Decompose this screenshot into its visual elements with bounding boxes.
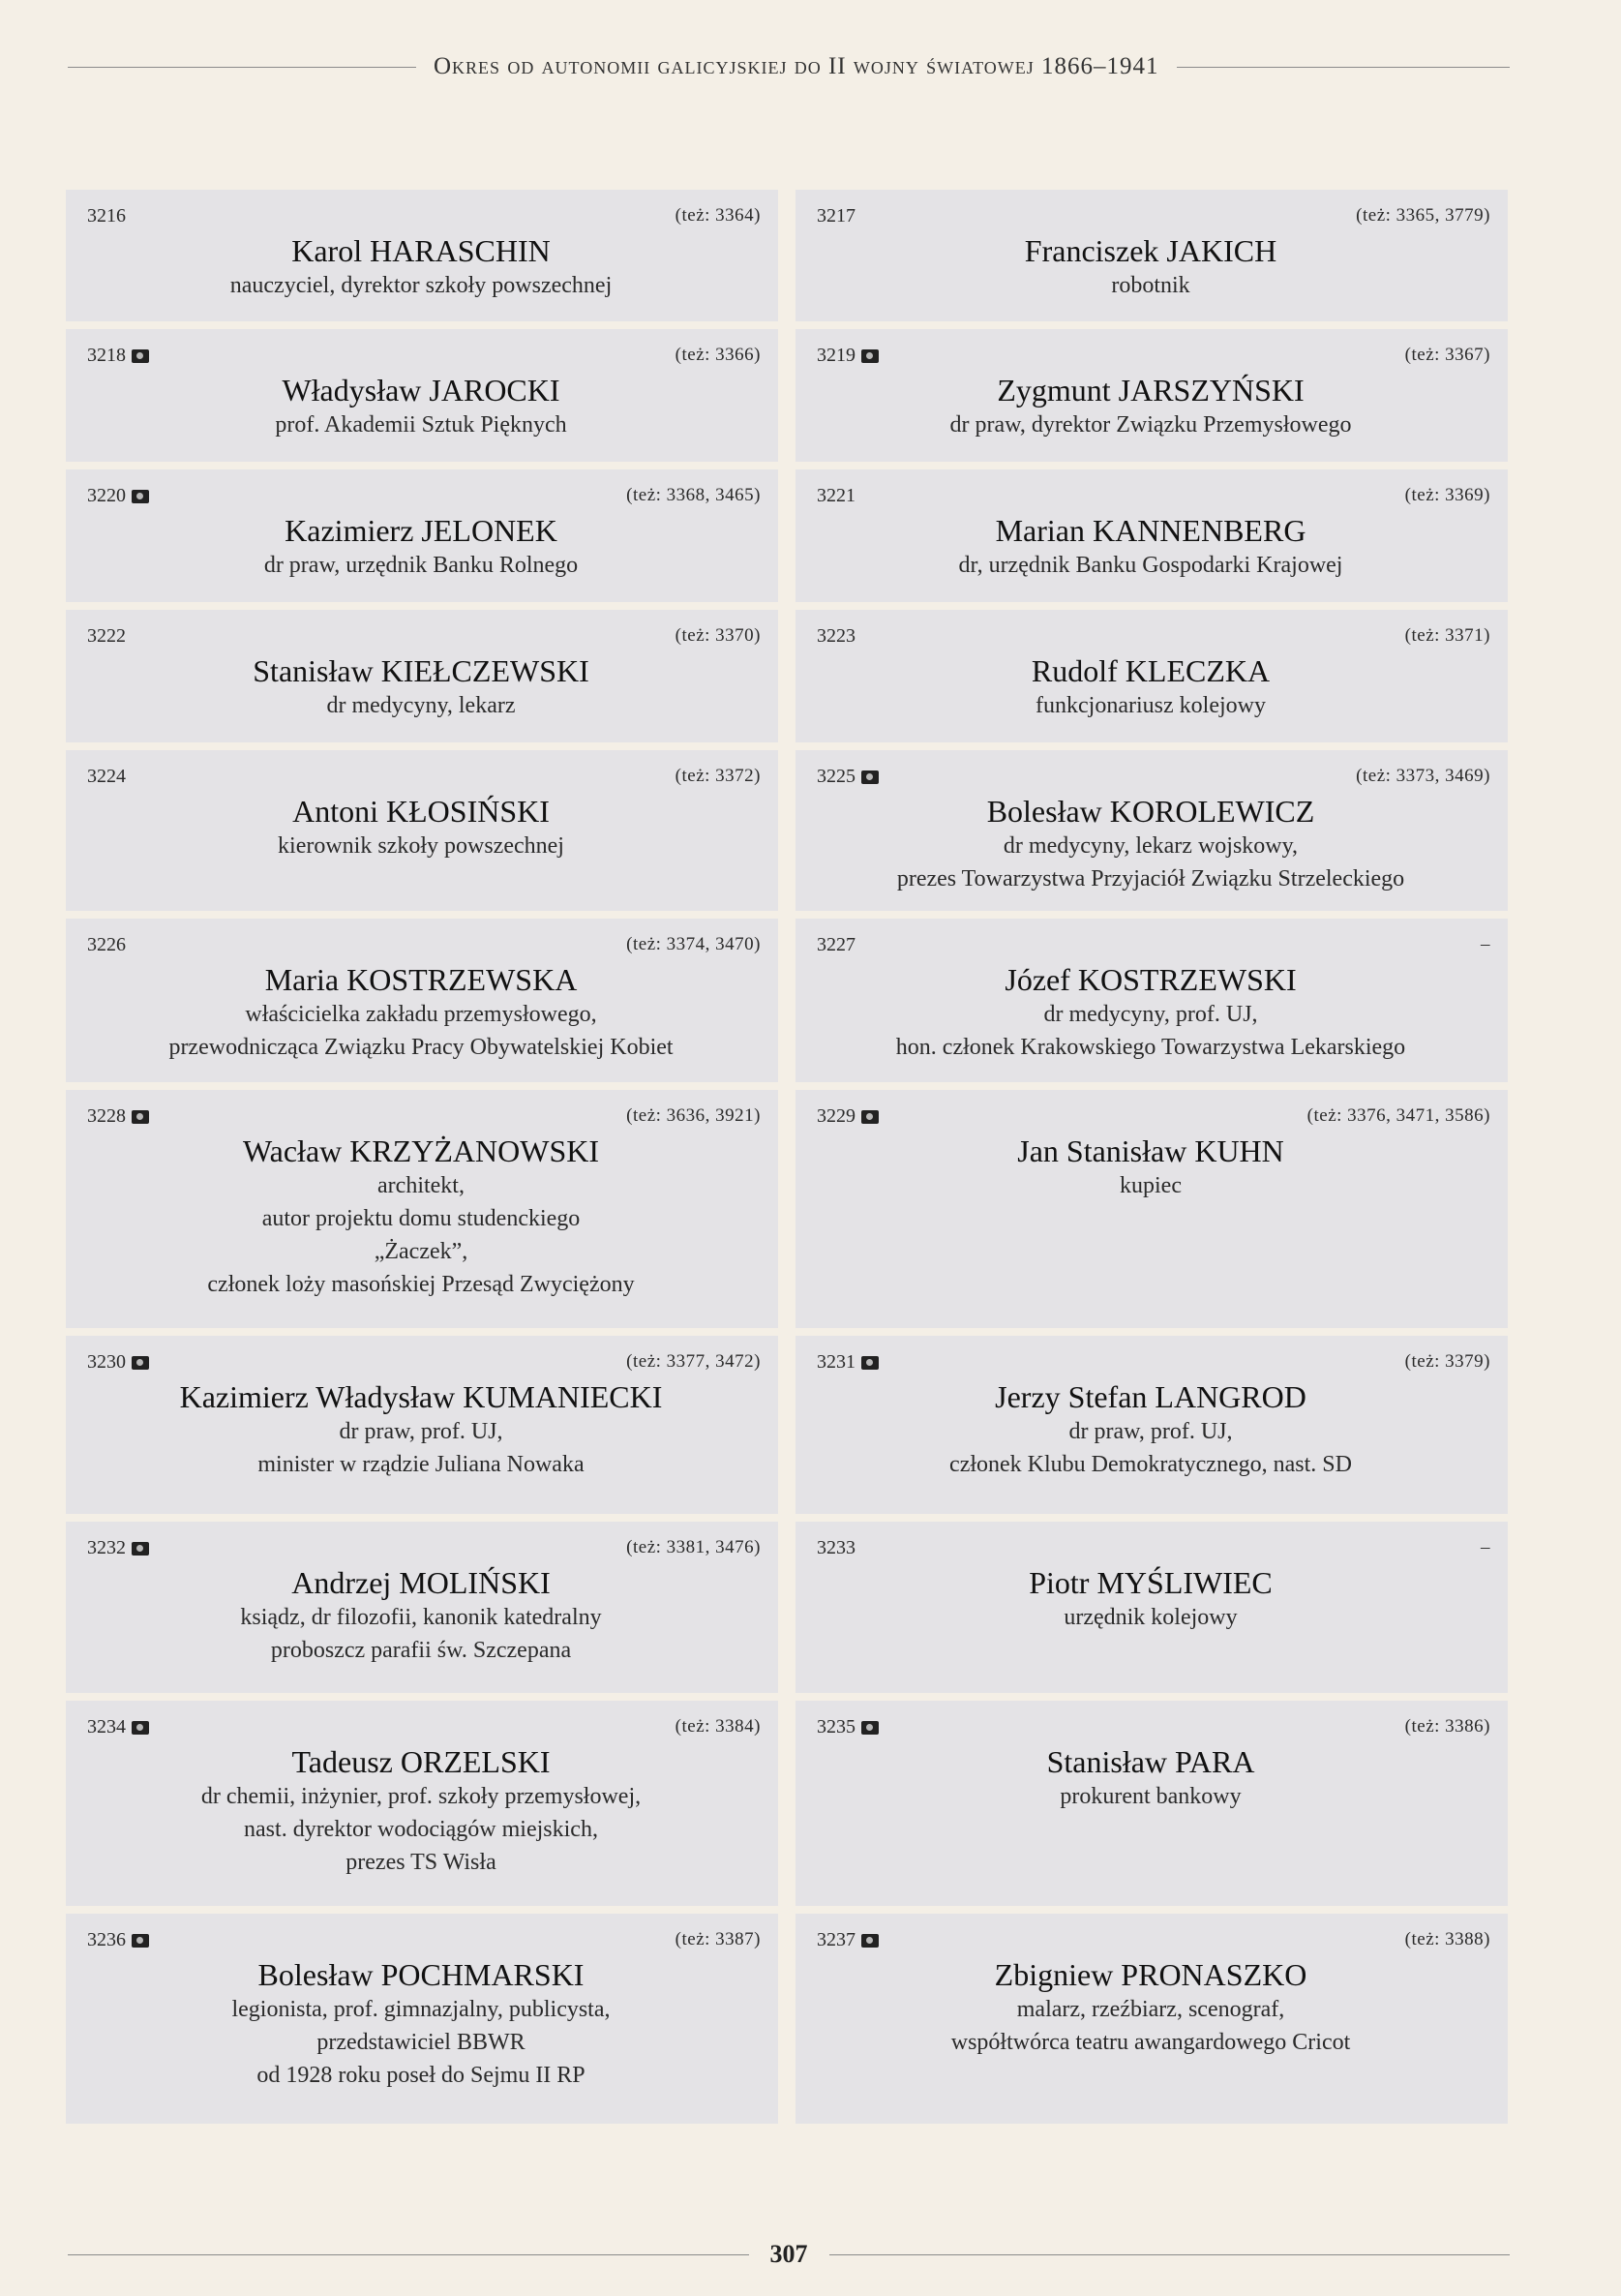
entry-number-text: 3232 (87, 1537, 126, 1558)
description-line: malarz, rzeźbiarz, scenograf, (1016, 1997, 1285, 2022)
cross-reference: (też: 3387) (675, 1929, 761, 1949)
page-number: 307 (769, 2240, 808, 2268)
description-line: prezes TS Wisła (345, 1850, 496, 1875)
entry-number-text: 3233 (817, 1537, 856, 1558)
person-name: Antoni KŁOSIŃSKI (292, 794, 550, 829)
camera-icon (861, 1721, 879, 1735)
entry-number (817, 1351, 879, 1374)
person-name: Karol HARASCHIN (291, 233, 551, 268)
description-line: właścicielka zakładu przemysłowego, (245, 1002, 597, 1027)
entry-number-text: 3235 (817, 1716, 856, 1737)
entry-number-text: 3225 (817, 766, 856, 787)
person-description (87, 830, 755, 862)
description-line: nauczyciel, dyrektor szkoły powszechnej (229, 273, 613, 298)
description-line: funkcjonariusz kolejowy (1036, 693, 1266, 718)
footer-rule-left (68, 2254, 749, 2255)
camera-icon (132, 1934, 149, 1948)
entries-grid (66, 190, 1508, 2124)
person-name: Bolesław POCHMARSKI (257, 1957, 585, 1992)
entry-number-text: 3220 (87, 485, 126, 506)
entry-number-text: 3228 (87, 1105, 126, 1127)
person-description (817, 1415, 1485, 1481)
camera-icon (132, 349, 149, 363)
entry-number (87, 934, 126, 956)
description-line: architekt, (377, 1173, 465, 1198)
entry-number-text: 3226 (87, 934, 126, 955)
entry-card (795, 1914, 1508, 2124)
entry-number (87, 1351, 149, 1374)
cross-reference: (też: 3374, 3470) (626, 934, 761, 954)
cross-reference: (też: 3372) (675, 766, 761, 786)
entry-card (795, 610, 1508, 742)
description-line: prof. Akademii Sztuk Pięknych (275, 412, 567, 438)
entry-number-text: 3230 (87, 1351, 126, 1373)
cross-reference: (też: 3376, 3471, 3586) (1306, 1105, 1490, 1126)
camera-icon (861, 349, 879, 363)
cross-reference: – (1481, 1537, 1490, 1557)
description-line: kierownik szkoły powszechnej (278, 833, 564, 859)
camera-icon (861, 770, 879, 784)
description-line: dr praw, prof. UJ, (339, 1419, 503, 1444)
description-line: proboszcz parafii św. Szczepana (270, 1638, 572, 1663)
person-name: Piotr MYŚLIWIEC (1029, 1565, 1273, 1600)
person-description (817, 549, 1485, 582)
entry-number (817, 766, 879, 788)
person-name: Bolesław KOROLEWICZ (986, 794, 1315, 829)
person-description (87, 689, 755, 722)
person-description (817, 1993, 1485, 2059)
person-description (87, 549, 755, 582)
entry-number-text: 3231 (817, 1351, 856, 1373)
entry-number-text: 3217 (817, 205, 856, 227)
cross-reference: (też: 3365, 3779) (1356, 205, 1490, 226)
camera-icon (132, 1110, 149, 1124)
entry-number (87, 1537, 149, 1559)
entry-number (817, 1716, 879, 1738)
person-name: Maria KOSTRZEWSKA (264, 962, 578, 997)
entry-number (817, 934, 856, 956)
entry-card (795, 1701, 1508, 1906)
entry-number (87, 625, 126, 648)
person-description (817, 1780, 1485, 1813)
entry-card (66, 190, 778, 321)
description-line: dr medycyny, prof. UJ, (1043, 1002, 1258, 1027)
header-rule-right (1177, 67, 1510, 68)
description-line: prezes Towarzystwa Przyjaciół Związku Strzeleckiego (896, 866, 1405, 891)
camera-icon (861, 1110, 879, 1124)
description-line: urzędnik kolejowy (1064, 1605, 1238, 1630)
description-line: autor projektu domu studenckiego (261, 1206, 581, 1231)
cross-reference: (też: 3370) (675, 625, 761, 646)
entry-number-text: 3229 (817, 1105, 856, 1127)
cross-reference: (też: 3636, 3921) (626, 1105, 761, 1126)
person-description (87, 1780, 755, 1879)
entry-card (66, 1336, 778, 1514)
person-name: Władysław JAROCKI (282, 373, 560, 408)
description-line: dr praw, urzędnik Banku Rolnego (263, 553, 579, 578)
cross-reference: (też: 3386) (1404, 1716, 1490, 1737)
description-line: dr praw, prof. UJ, (1068, 1419, 1233, 1444)
description-line: kupiec (1120, 1173, 1182, 1198)
entry-card (66, 919, 778, 1082)
cross-reference: (też: 3368, 3465) (626, 485, 761, 505)
page-footer (68, 2238, 1510, 2271)
cross-reference: (też: 3379) (1404, 1351, 1490, 1372)
person-description (817, 408, 1485, 441)
entry-card (795, 919, 1508, 1082)
entry-number-text: 3234 (87, 1716, 126, 1737)
person-name: Franciszek JAKICH (1024, 233, 1277, 268)
entry-number (817, 345, 879, 367)
person-name: Marian KANNENBERG (995, 513, 1306, 548)
cross-reference: (też: 3367) (1404, 345, 1490, 365)
person-description (817, 1169, 1485, 1202)
entry-number-text: 3219 (817, 345, 856, 366)
entry-number-text: 3222 (87, 625, 126, 647)
cross-reference: (też: 3377, 3472) (626, 1351, 761, 1372)
cross-reference: (też: 3371) (1404, 625, 1490, 646)
description-line: dr medycyny, lekarz (326, 693, 516, 718)
entry-card (795, 1336, 1508, 1514)
person-description (817, 830, 1485, 895)
entry-number (87, 485, 149, 507)
person-name: Zygmunt JARSZYŃSKI (997, 373, 1305, 408)
person-name: Kazimierz JELONEK (285, 513, 557, 548)
entry-card (795, 750, 1508, 911)
header-rule-left (68, 67, 416, 68)
description-line: robotnik (1111, 273, 1190, 298)
description-line: dr, urzędnik Banku Gospodarki Krajowej (958, 553, 1343, 578)
person-description (817, 689, 1485, 722)
camera-icon (861, 1934, 879, 1948)
description-line: dr praw, dyrektor Związku Przemysłowego (949, 412, 1352, 438)
cross-reference: (też: 3388) (1404, 1929, 1490, 1949)
person-description (817, 1601, 1485, 1634)
entry-number (87, 345, 149, 367)
person-name: Wacław KRZYŻANOWSKI (243, 1133, 599, 1168)
camera-icon (132, 1721, 149, 1735)
camera-icon (132, 490, 149, 503)
description-line: członek Klubu Demokratycznego, nast. SD (949, 1452, 1352, 1477)
person-name: Jerzy Stefan LANGROD (995, 1379, 1306, 1414)
entry-number-text: 3227 (817, 934, 856, 955)
running-header (68, 50, 1510, 83)
entry-number-text: 3216 (87, 205, 126, 227)
person-name: Józef KOSTRZEWSKI (1005, 962, 1297, 997)
entry-number-text: 3236 (87, 1929, 126, 1950)
entry-card (795, 329, 1508, 462)
cross-reference: (też: 3369) (1404, 485, 1490, 505)
person-description (87, 1415, 755, 1481)
footer-rule-right (829, 2254, 1511, 2255)
person-name: Tadeusz ORZELSKI (291, 1744, 551, 1779)
description-line: legionista, prof. gimnazjalny, publicysta, (231, 1997, 611, 2022)
person-name: Jan Stanisław KUHN (1017, 1133, 1284, 1168)
person-name: Zbigniew PRONASZKO (994, 1957, 1307, 1992)
person-description (87, 998, 755, 1064)
description-line: minister w rządzie Juliana Nowaka (257, 1452, 585, 1477)
camera-icon (132, 1542, 149, 1556)
entry-card (66, 1090, 778, 1328)
entry-number (87, 1716, 149, 1738)
cross-reference: (też: 3381, 3476) (626, 1537, 761, 1557)
entry-card (795, 469, 1508, 602)
person-name: Rudolf KLECZKA (1031, 653, 1271, 688)
entry-number (817, 1537, 856, 1559)
person-description (87, 1169, 755, 1301)
description-line: współtwórca teatru awangardowego Cricot (950, 2030, 1351, 2055)
entry-card (795, 1522, 1508, 1693)
entry-card (795, 1090, 1508, 1328)
cross-reference: (też: 3384) (675, 1716, 761, 1737)
entry-card (66, 1701, 778, 1906)
entry-card (66, 1914, 778, 2124)
entry-number-text: 3224 (87, 766, 126, 787)
description-line: dr chemii, inżynier, prof. szkoły przemysłowej, (200, 1784, 642, 1809)
person-description (817, 998, 1485, 1064)
description-line: przewodnicząca Związku Pracy Obywatelskiej Kobiet (168, 1035, 674, 1060)
description-line: od 1928 roku poseł do Sejmu II RP (256, 2063, 585, 2088)
entry-number-text: 3223 (817, 625, 856, 647)
person-name: Stanisław KIEŁCZEWSKI (253, 653, 589, 688)
person-description (87, 1993, 755, 2092)
entry-card (66, 610, 778, 742)
description-line: nast. dyrektor wodociągów miejskich, (244, 1817, 598, 1842)
cross-reference: (też: 3373, 3469) (1356, 766, 1490, 786)
header-title: Okres od autonomii galicyjskiej do II wojny światowej 1866–1941 (434, 53, 1159, 79)
cross-reference: – (1481, 934, 1490, 954)
entry-number-text: 3221 (817, 485, 856, 506)
entry-number (87, 205, 126, 227)
person-description (817, 269, 1485, 302)
description-line: hon. członek Krakowskiego Towarzystwa Lekarskiego (895, 1035, 1406, 1060)
person-description (87, 408, 755, 441)
description-line: ksiądz, dr filozofii, kanonik katedralny (240, 1605, 602, 1630)
camera-icon (861, 1356, 879, 1370)
entry-number (817, 205, 856, 227)
entry-number (87, 1929, 149, 1951)
description-line: dr medycyny, lekarz wojskowy, (1003, 833, 1299, 859)
description-line: prokurent bankowy (1060, 1784, 1242, 1809)
entry-number (817, 1929, 879, 1951)
entry-card (795, 190, 1508, 321)
person-description (87, 1601, 755, 1667)
camera-icon (132, 1356, 149, 1370)
entry-card (66, 1522, 778, 1693)
entry-number (817, 485, 856, 507)
person-name: Kazimierz Władysław KUMANIECKI (179, 1379, 663, 1414)
entry-number (817, 1105, 879, 1128)
entry-number-text: 3237 (817, 1929, 856, 1950)
entry-number-text: 3218 (87, 345, 126, 366)
description-line: przedstawiciel BBWR (316, 2030, 525, 2055)
person-description (87, 269, 755, 302)
entry-card (66, 469, 778, 602)
description-line: „Żaczek”, (374, 1239, 468, 1264)
entry-number (87, 766, 126, 788)
entry-number (817, 625, 856, 648)
entry-card (66, 329, 778, 462)
person-name: Andrzej MOLIŃSKI (291, 1565, 551, 1600)
entry-number (87, 1105, 149, 1128)
entry-card (66, 750, 778, 911)
cross-reference: (też: 3366) (675, 345, 761, 365)
person-name: Stanisław PARA (1046, 1744, 1255, 1779)
description-line: członek loży masońskiej Przesąd Zwyciężony (207, 1272, 635, 1297)
cross-reference: (też: 3364) (675, 205, 761, 226)
